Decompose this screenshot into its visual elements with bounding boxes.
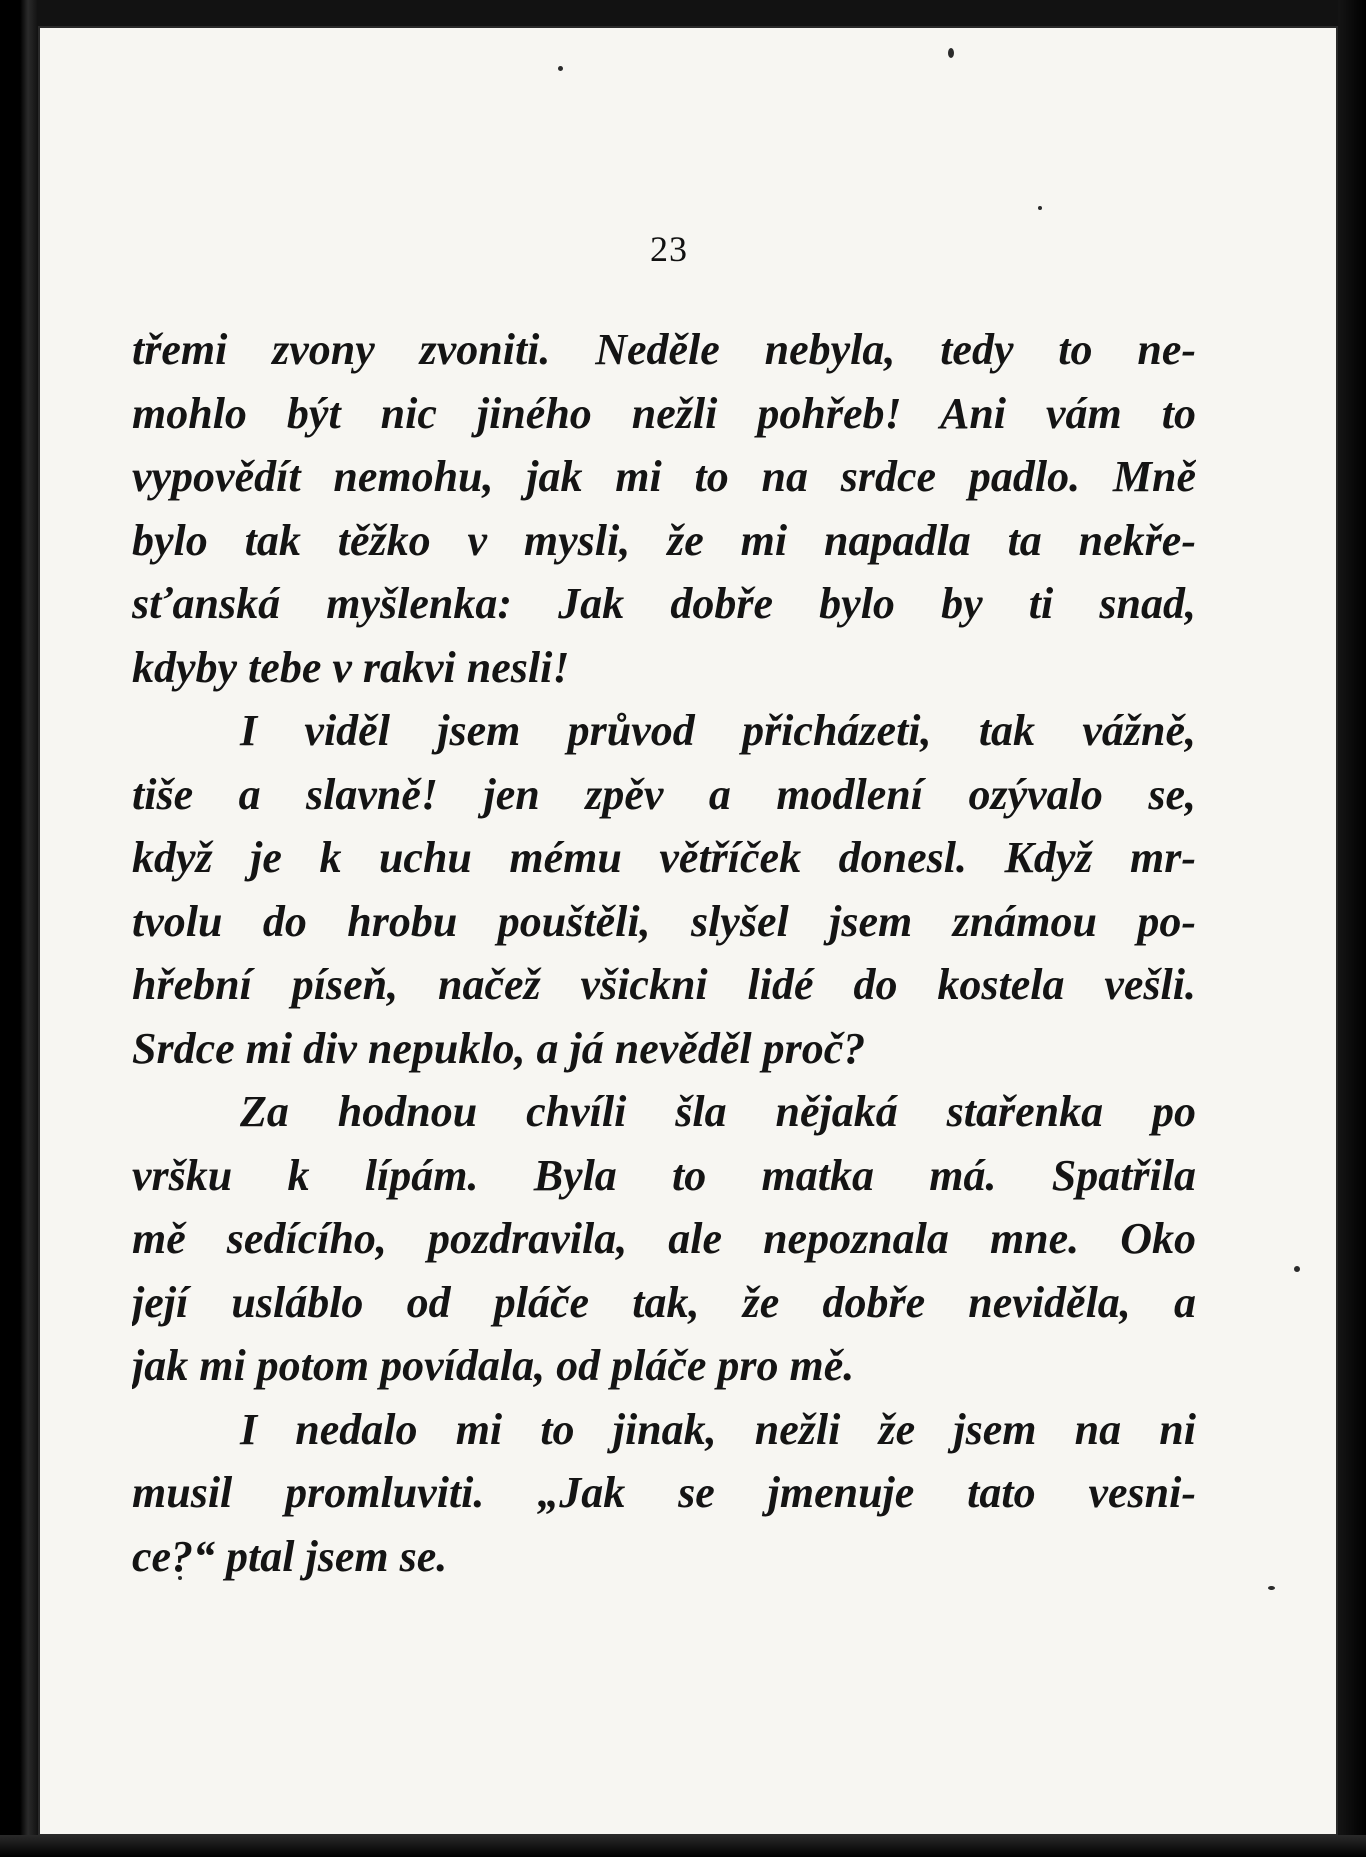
body-text: [132, 318, 1196, 1588]
paragraph-4: [132, 1398, 1196, 1589]
dust-speck: [1038, 206, 1042, 210]
dust-speck: [948, 48, 954, 58]
text-line: mě sedícího, pozdravila, ale nepoznala mne. Oko: [132, 1214, 1196, 1263]
text-line: Srdce mi div nepuklo, a já nevěděl proč?: [132, 1023, 866, 1073]
dust-speck: [1268, 1586, 1275, 1590]
text-line: I nedalo mi to jinak, nežli že jsem na ni: [240, 1404, 1196, 1454]
text-line: I viděl jsem průvod přicházeti, tak vážně,: [240, 706, 1196, 755]
text-line: kdyby tebe v rakvi nesli!: [132, 642, 570, 692]
text-line: vršku k lípám. Byla to matka má. Spatřila: [132, 1150, 1196, 1200]
paragraph-3: [132, 1080, 1196, 1398]
text-line: jak mi potom povídala, od pláče pro mě.: [132, 1341, 855, 1390]
text-line: musil promluviti. „Jak se jmenuje tato vesni-: [132, 1468, 1196, 1517]
text-line: její usláblo od pláče tak, že dobře neviděla, a: [132, 1277, 1196, 1327]
text-line: Za hodnou chvíli šla nějaká stařenka po: [240, 1087, 1196, 1136]
text-line: tvolu do hrobu pouštěli, slyšel jsem známou po-: [132, 896, 1196, 946]
text-line: třemi zvony zvoniti. Neděle nebyla, tedy to ne-: [132, 325, 1196, 374]
text-line: hřební píseň, načež všickni lidé do kostela vešli.: [132, 960, 1196, 1009]
scan-left-border: [0, 0, 38, 1857]
text-line: ce?“ ptal jsem se.: [132, 1531, 448, 1581]
text-line: mohlo být nic jiného nežli pohřeb! Ani vám to: [132, 388, 1196, 438]
dust-speck: [558, 66, 563, 71]
text-line: sťanská myšlenka: Jak dobře bylo by ti snad,: [132, 579, 1196, 628]
page-number: 23: [650, 229, 688, 269]
paragraph-2: [132, 699, 1196, 1080]
scan-bottom-border: [0, 1835, 1366, 1857]
text-line: když je k uchu mému větříček donesl. Když mr-: [132, 833, 1196, 882]
text-line: bylo tak těžko v mysli, že mi napadla ta nekře-: [132, 515, 1196, 565]
text-line: vypovědít nemohu, jak mi to na srdce padlo. Mně: [132, 452, 1196, 501]
paragraph-1: [132, 318, 1196, 699]
text-line: tiše a slavně! jen zpěv a modlení ozývalo se,: [132, 769, 1196, 819]
dust-speck: [1294, 1266, 1300, 1272]
scan-right-border: [1338, 0, 1366, 1857]
